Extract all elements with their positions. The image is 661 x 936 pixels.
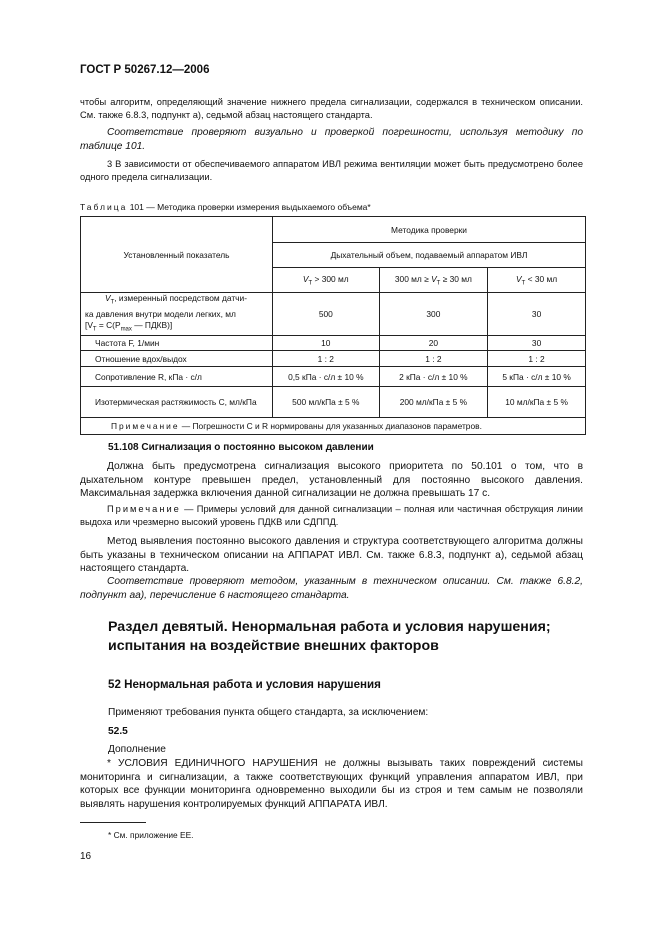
footnote: * См. приложение ЕЕ. <box>108 830 194 840</box>
section-52-paragraph-1: Применяют требования пункта общего стандарта, за исключением: <box>108 707 429 718</box>
table-cell: 300 <box>379 293 488 336</box>
intro-paragraph <box>80 96 583 122</box>
table-caption <box>80 202 371 212</box>
table-row <box>81 367 586 387</box>
header-indicator: Установленный показатель <box>81 217 273 293</box>
section-51108-paragraph-1: Должна быть предусмотрена сигнализация высокого приоритета по 50.101 о том, что в дыхательном контуре превышен предел, установленный для постоянно высокого давления. Максимальная задержка включения данной сигнализации не должна превышать 17 с. <box>80 461 583 499</box>
table-cell: 10 мл/кПа ± 5 % <box>488 387 586 418</box>
table-cell: 1 : 2 <box>273 351 380 367</box>
section-51108-title: 51.108 Сигнализация о постоянно высоком давлении <box>108 442 374 453</box>
table-note-text: — Погрешности C и R нормированы для указанных диапазонов параметров. <box>179 421 482 432</box>
section-51108-paragraph-2: Метод выявления постоянно высокого давления и структура соответствующего алгоритма должны быть указаны в техническом описании на АППАРАТ ИВЛ. См. также 6.8.3, подпункт а), седьмой абзац настоящего стандарта. <box>80 536 583 574</box>
header-col-3: $V_T < 30$ мл <box>488 268 586 293</box>
document-header: ГОСТ Р 50267.12—2006 <box>80 64 210 76</box>
verification-table <box>80 216 586 435</box>
row-label: Сопротивление R, кПа · с/л <box>81 367 273 387</box>
clause-number: 52.5 <box>108 726 128 737</box>
page-number: 16 <box>80 851 92 862</box>
table-cell: 0,5 кПа · с/л ± 10 % <box>273 367 380 387</box>
table-caption-word: Таблица <box>80 202 128 212</box>
table-cell: 2 кПа · с/л ± 10 % <box>379 367 488 387</box>
table-note-word: Примечание <box>111 421 180 432</box>
table-row <box>81 293 586 336</box>
table-row <box>81 387 586 418</box>
intro-line-2: См. также 6.8.3, подпункт а), седьмой абзац настоящего стандарта. <box>80 110 373 120</box>
row-label: Отношение вдох/выдох <box>81 351 273 367</box>
header-col-1: $V_T > 300$ мл <box>273 268 380 293</box>
section-51108-compliance: Соответствие проверяют методом, указанным в техническом описании. См. также 6.8.2, подпункт аа), перечисление 6 настоящего стандарта. <box>80 576 583 601</box>
table-cell: 10 <box>273 336 380 351</box>
row-label: Изотермическая растяжимость C, мл/кПа <box>81 387 273 418</box>
table-cell: 30 <box>488 336 586 351</box>
table-cell: 5 кПа · с/л ± 10 % <box>488 367 586 387</box>
table-row <box>81 336 586 351</box>
section-52-paragraph-2: * УСЛОВИЯ ЕДИНИЧНОГО НАРУШЕНИЯ не должны вызывать таких повреждений системы мониторинга и сигнализации, а также соответствующих функций управления аппаратом ИВЛ, при которых все функции мониторинга одновременно выходили бы из строя и тем самым не позволяли выявлять нарушения контролируемых функций АППАРАТА ИВЛ. <box>80 758 583 810</box>
note-text: — Примеры условий для данной сигнализации – полная или частичная обструкция линии выдоха или чрезмерно высокий уровень ПДКВ или СДППД. <box>80 504 583 527</box>
table-cell: 1 : 2 <box>379 351 488 367</box>
compliance-check-paragraph: Соответствие проверяют визуально и проверкой погрешности, используя методику по таблице 101. <box>80 127 583 152</box>
footnote-divider <box>80 822 146 823</box>
table-cell: 20 <box>379 336 488 351</box>
header-col-2: 300 мл ≥ $V_T \ge 30$ мл <box>379 268 488 293</box>
note-word: Примечание <box>107 504 181 514</box>
table-cell: 1 : 2 <box>488 351 586 367</box>
table-note <box>81 418 586 435</box>
section-52-title: 52 Ненормальная работа и условия нарушения <box>108 678 381 691</box>
table-cell: 200 мл/кПа ± 5 % <box>379 387 488 418</box>
row-label: Частота F, 1/мин <box>81 336 273 351</box>
header-method: Методика проверки <box>273 217 586 243</box>
table-row <box>81 351 586 367</box>
section-51108-note <box>80 503 583 529</box>
table-cell: 500 <box>273 293 380 336</box>
table-caption-text: 101 — Методика проверки измерения выдыхаемого объема* <box>129 202 371 212</box>
addition-label: Дополнение <box>108 744 166 755</box>
header-tidal-volume: Дыхательный объем, подаваемый аппаратом ИВЛ <box>273 243 586 268</box>
note-3: 3 В зависимости от обеспечиваемого аппаратом ИВЛ режима вентиляции может быть предусмотрено более одного предела сигнализации. <box>80 159 583 182</box>
table-cell: 30 <box>488 293 586 336</box>
intro-line-1: чтобы алгоритм, определяющий значение нижнего предела сигнализации, содержался в техническом описании. <box>80 97 583 107</box>
section-9-title: Раздел девятый. Ненормальная работа и условия нарушения; испытания на воздействие внешних факторов <box>108 619 551 654</box>
table-cell: 500 мл/кПа ± 5 % <box>273 387 380 418</box>
row-label-volume: $V_T$, измеренный посредством датчи- ка давления внутри модели легких, мл [$V_T = C(P_{max}$ — ПДКВ)] <box>81 293 273 336</box>
